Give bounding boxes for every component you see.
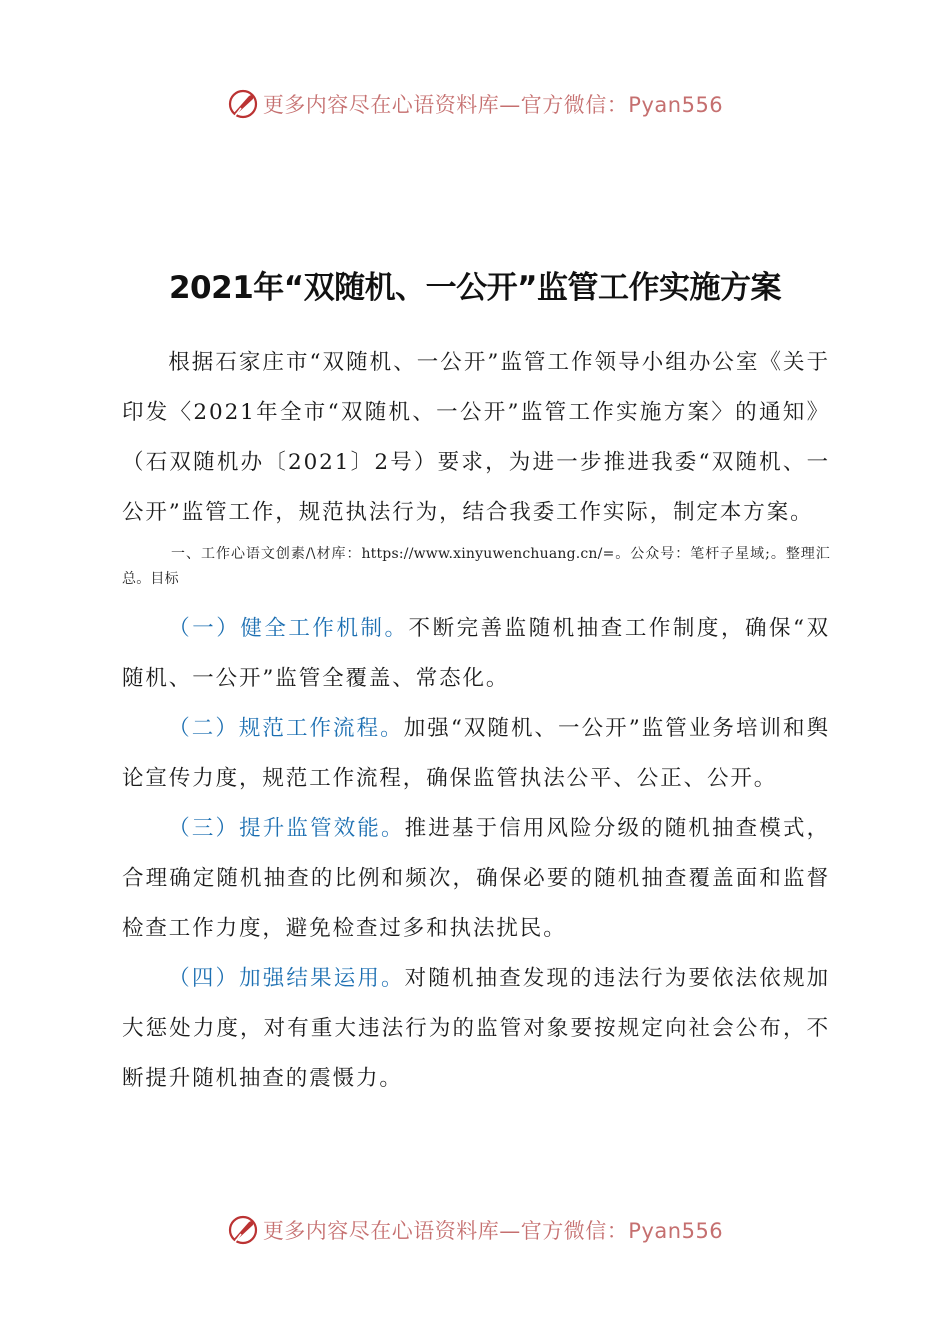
section-heading: （一）健全工作机制。: [168, 616, 409, 641]
section-3: [122, 804, 830, 954]
footer-banner: [0, 1210, 950, 1250]
document-title: 2021年“双随机、一公开”监管工作实施方案: [168, 270, 782, 306]
section-heading: （三）提升监管效能。: [168, 816, 405, 841]
intro-paragraph: 根据石家庄市“双随机、一公开”监管工作领导小组办公室《关于印发〈2021年全市“双随机、一公开”监管工作实施方案〉的通知》（石双随机办〔2021〕2号）要求，为进一步推进我委“双随机、一公开”监管工作，规范执法行为，结合我委工作实际，制定本方案。: [122, 350, 830, 525]
section-2: [122, 704, 830, 804]
section-1: [122, 604, 830, 704]
section-4: [122, 954, 830, 1104]
section-heading: （四）加强结果运用。: [168, 966, 405, 991]
section-heading: （二）规范工作流程。: [168, 716, 404, 741]
banner-text: 更多内容尽在心语资料库—官方微信：Pyan556: [262, 93, 724, 117]
section-text: 加强“双随机、一公开”监管业务培训和舆论宣传力度，规范工作流程，确保监管执法公平、公正、公开。: [122, 716, 830, 791]
section-text: 对随机抽查发现的违法行为要依法依规加大惩处力度，对有重大违法行为的监管对象要按规定向社会公布，不断提升随机抽查的震慑力。: [122, 966, 830, 1091]
banner-text: 更多内容尽在心语资料库—官方微信：Pyan556: [262, 1219, 724, 1243]
section-text: 不断完善监随机抽查工作制度，确保“双随机、一公开”监管全覆盖、常态化。: [122, 616, 830, 691]
header-banner: [0, 84, 950, 124]
section-text: 推进基于信用风险分级的随机抽查模式，合理确定随机抽查的比例和频次，确保必要的随机抽查覆盖面和监督检查工作力度，避免检查过多和执法扰民。: [122, 816, 830, 941]
watermark-note: 一、工作心语文创素/\材库：https://www.xinyuwenchuang.cn/=。公众号：笔杆子星域;。整理汇总。目标: [122, 546, 830, 587]
quill-logo-icon: [227, 1214, 259, 1246]
quill-logo-icon: [227, 88, 259, 120]
document-body: [122, 338, 830, 1104]
